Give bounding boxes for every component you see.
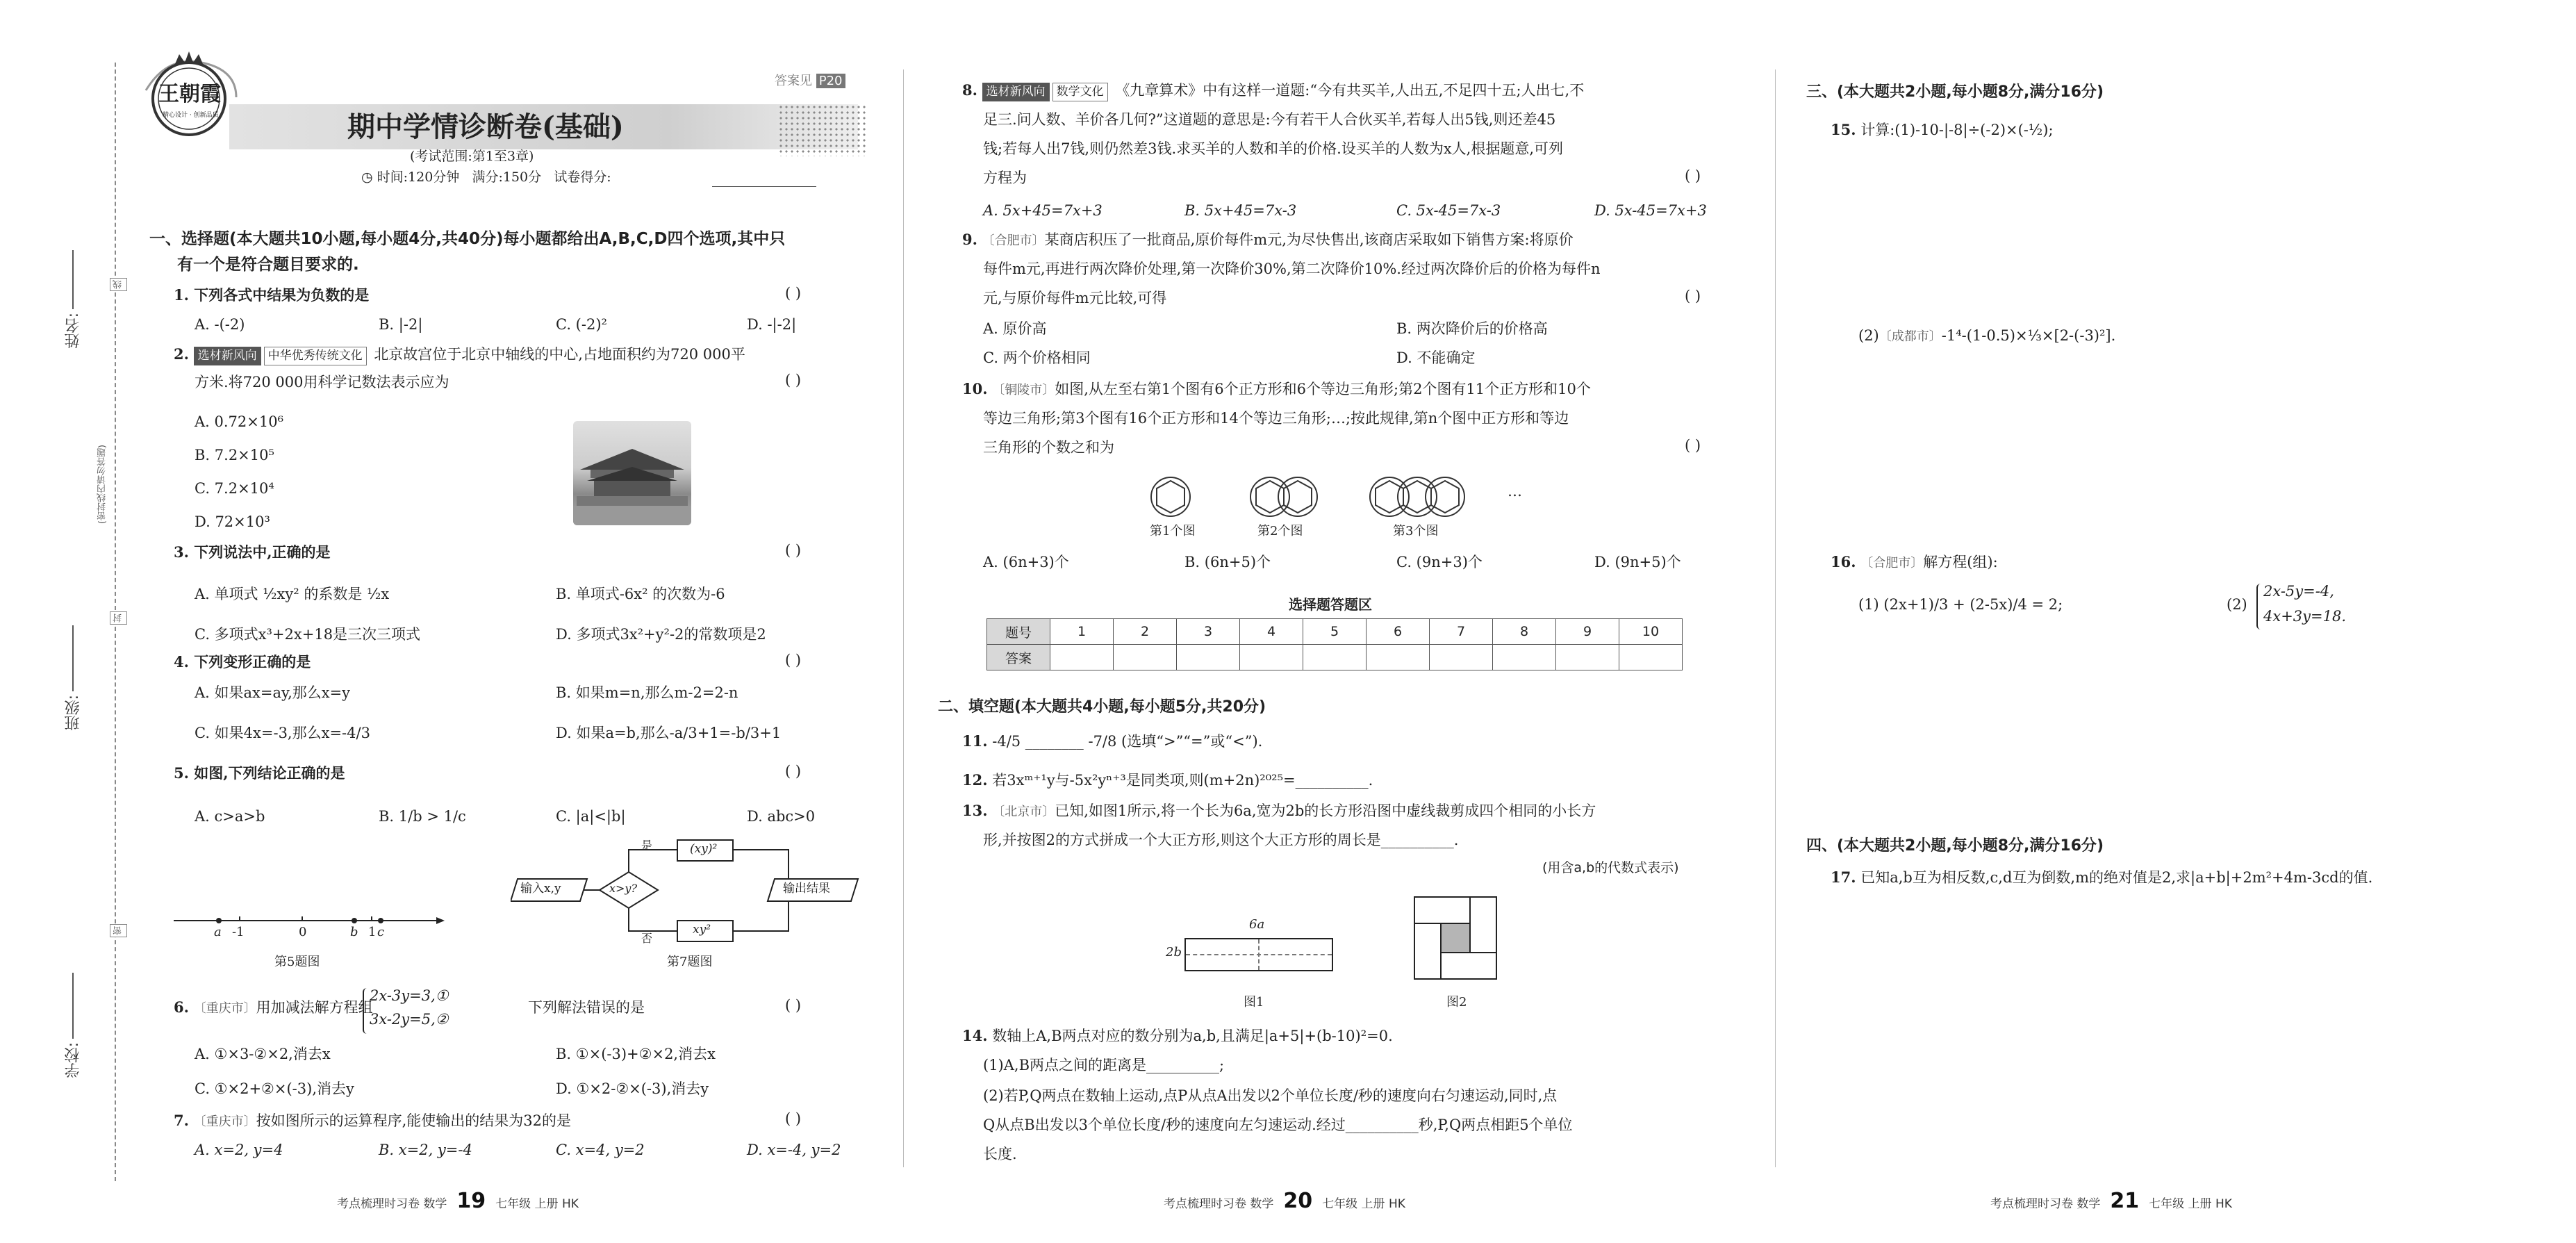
q8-line1 (962, 80, 1584, 101)
q15-part-2-text: -1⁴-(1-0.5)×⅓×[2-(-3)²]. (1941, 327, 2116, 344)
q9-option-c: C. 两个价格相同 (983, 349, 1091, 366)
answer-table-number: 4 (1240, 619, 1303, 645)
exam-time: 时间:120分钟 (377, 170, 460, 185)
q8-option-d: D. 5x-45=7x+3 (1594, 202, 1707, 219)
q8-answer-paren: ( ) (1685, 167, 1701, 184)
name-label: 姓名: (65, 313, 82, 349)
name-underline (72, 250, 74, 309)
q7-line (174, 1110, 571, 1131)
q17-stem: 17. (1831, 869, 1856, 886)
q5-axis-c: c (377, 925, 385, 939)
q1-answer-paren: ( ) (785, 285, 802, 302)
q2-option-b: B. 7.2×10⁵ (195, 447, 274, 463)
q9-option-b: B. 两次降价后的价格高 (1396, 320, 1548, 337)
q10-option-b: B. (6n+5)个 (1184, 554, 1271, 570)
q6-option-b: B. ①×(-3)+②×2,消去x (556, 1046, 716, 1062)
q5-option-c: C. |a|<|b| (556, 808, 626, 825)
q6-text: 用加减法解方程组 (256, 999, 373, 1016)
seal-mark-1: 线 (110, 278, 127, 291)
answer-cell[interactable] (1493, 645, 1556, 670)
q7-no-label: 否 (641, 932, 653, 945)
q5-number-line (174, 907, 445, 948)
q14-stem: 14. (962, 1027, 988, 1044)
q6-equation-1: 2x-3y=3,① (370, 987, 449, 1004)
q6-option-a: A. ①×3-②×2,消去x (195, 1046, 331, 1062)
footer-middle-tail: 七年级 上册 HK (1322, 1197, 1405, 1211)
section1-heading: 一、选择题(本大题共10小题,每小题4分,共40分)每小题都给出A,B,C,D四个选项,其中只 (149, 230, 786, 248)
q10-stem: 10. (962, 380, 988, 397)
exam-info (361, 168, 611, 188)
q6-line (174, 997, 373, 1018)
q2-option-c: C. 7.2×10⁴ (195, 480, 274, 497)
q13-figure-2 (1414, 896, 1497, 980)
footer-left-label: 考点梳理时习卷 数学 (337, 1197, 447, 1211)
q6-brace (363, 988, 368, 1034)
q7-condition: x>y? (609, 882, 638, 895)
answer-table (986, 618, 1683, 670)
q1-option-c: C. (-2)² (556, 316, 607, 333)
q2-stem: 2. (174, 345, 189, 363)
q14-part-2-end: 长度. (983, 1146, 1017, 1162)
footer-right-label: 考点梳理时习卷 数学 (1990, 1197, 2101, 1211)
q10-ellipsis: … (1508, 483, 1522, 500)
q10-option-c: C. (9n+3)个 (1396, 554, 1483, 570)
seal-notice: (密封线内请勿答题) (97, 445, 108, 525)
q7-input-box: 输入x,y (520, 882, 561, 896)
q10-line1 (962, 379, 1591, 400)
answer-ref (775, 72, 845, 90)
q5-axis-1: 1 (368, 925, 377, 939)
q9-text-2: 每件m元,再进行两次降价处理,第一次降价30%,第二次降价10%.经过两次降价后的价格为每件n (983, 261, 1601, 277)
q3-option-c: C. 多项式x³+2x+18是三次三项式 (195, 626, 421, 643)
q15-part-2 (1858, 325, 2115, 346)
q8-text-4: 方程为 (983, 170, 1027, 186)
q16-part-1: (1) (2x+1)/3 + (2-5x)/4 = 2; (1858, 596, 2063, 613)
q5-axis-b: b (350, 925, 358, 939)
q13-label-2b: 2b (1166, 945, 1182, 960)
q3-answer-paren: ( ) (785, 542, 802, 559)
q14-part-2-cont: Q从点B出发以3个单位长度/秒的速度向左匀速运动.经过__________秒,P,Q两点相距5个单位 (983, 1117, 1573, 1133)
footer-left-page-number: 19 (456, 1189, 486, 1213)
footer-left (337, 1189, 579, 1213)
q8-option-b: B. 5x+45=7x-3 (1184, 202, 1297, 219)
school-underline (72, 973, 74, 1039)
footer-right-page-number: 21 (2110, 1189, 2140, 1213)
answer-cell[interactable] (1177, 645, 1240, 670)
q6-city: 〔重庆市〕 (193, 1001, 256, 1016)
q13-label-6a: 6a (1249, 917, 1265, 932)
q2-answer-paren: ( ) (785, 372, 802, 388)
answer-table-number: 7 (1430, 619, 1493, 645)
seal-mark-2: 封 (110, 611, 127, 625)
answer-table-answer-row (987, 645, 1683, 670)
q2-option-a: A. 0.72×10⁶ (195, 413, 284, 430)
q1-option-d: D. -|-2| (747, 316, 797, 333)
q3-stem: 3. 下列说法中,正确的是 (174, 543, 331, 561)
footer-right (1990, 1189, 2232, 1213)
answer-cell[interactable] (1367, 645, 1430, 670)
q5-figure-caption: 第5题图 (274, 955, 320, 969)
q10-city: 〔铜陵市〕 (992, 383, 1055, 397)
score-underline (712, 186, 816, 187)
class-underline (72, 625, 74, 691)
exam-scope: (考试范围:第1至3章) (410, 149, 534, 164)
q12-line (962, 770, 1373, 791)
q11-line (962, 731, 1262, 752)
answer-table-number: 10 (1619, 619, 1683, 645)
q7-top-box: (xy)² (690, 842, 718, 856)
footer-middle-label: 考点梳理时习卷 数学 (1164, 1197, 1274, 1211)
q5-answer-paren: ( ) (785, 763, 802, 780)
class-label: 班级: (65, 695, 82, 731)
answer-table-number: 8 (1493, 619, 1556, 645)
footer-middle (1164, 1189, 1405, 1213)
answer-ref-page: P20 (816, 74, 845, 88)
q15-stem: 15. (1831, 121, 1856, 138)
q16-equation-2: 4x+3y=18. (2263, 608, 2347, 625)
q5-option-a: A. c>a>b (195, 808, 265, 825)
q16-equation-1: 2x-5y=-4, (2263, 583, 2334, 600)
answer-table-number: 6 (1367, 619, 1430, 645)
q9-option-d: D. 不能确定 (1396, 349, 1476, 366)
q11-stem: 11. (962, 732, 988, 750)
section2-heading: 二、填空题(本大题共4小题,每小题5分,共20分) (938, 698, 1266, 716)
q4-option-b: B. 如果m=n,那么m-2=2-n (556, 684, 738, 701)
q7-bottom-box: xy² (693, 923, 711, 937)
q8-text-3: 钱;若每人出7钱,则仍然差3钱.求买羊的人数和羊的价格.设买羊的人数为x人,根据题意,可列 (983, 140, 1564, 157)
column-divider-2 (1775, 69, 1776, 1167)
q14-text: 数轴上A,B两点对应的数分别为a,b,且满足|a+5|+(b-10)²=0. (992, 1028, 1393, 1044)
q9-line1 (962, 229, 1574, 250)
q7-option-c: C. x=4, y=2 (556, 1142, 645, 1158)
q9-answer-paren: ( ) (1685, 288, 1701, 304)
q1-option-a: A. -(-2) (195, 316, 245, 333)
q10-text-3: 三角形的个数之和为 (983, 439, 1114, 456)
q4-option-c: C. 如果4x=-3,那么x=-4/3 (195, 725, 370, 741)
q1-option-b: B. |-2| (379, 316, 423, 333)
answer-table-answer-label: 答案 (987, 645, 1050, 670)
q15-part-2-label: (2) (1858, 327, 1879, 344)
q7-city: 〔重庆市〕 (193, 1114, 256, 1129)
section3-heading: 三、(本大题共2小题,每小题8分,满分16分) (1806, 83, 2104, 101)
q6-answer-paren: ( ) (785, 997, 802, 1014)
q10-figure-1-caption: 第1个图 (1150, 524, 1196, 538)
q10-option-a: A. (6n+3)个 (983, 554, 1069, 570)
forbidden-city-photo (573, 421, 691, 525)
q2-tag-culture: 中华优秀传统文化 (264, 347, 367, 365)
q5-axis-0: 0 (299, 925, 307, 939)
q17-text: 已知a,b互为相反数,c,d互为倒数,m的绝对值是2,求|a+b|+2m²+4m-3cd的值. (1860, 869, 2373, 886)
q13-figure-1-caption: 图1 (1244, 995, 1264, 1010)
q7-output-box: 输出结果 (783, 882, 830, 896)
answer-table-number-row (987, 619, 1683, 645)
q7-answer-paren: ( ) (785, 1110, 802, 1127)
q3-option-b: B. 单项式-6x² 的次数为-6 (556, 586, 725, 602)
q13-figure-1 (1184, 938, 1333, 971)
q4-stem: 4. 下列变形正确的是 (174, 653, 311, 670)
q16-line1 (1831, 552, 1998, 573)
answer-table-number: 9 (1556, 619, 1619, 645)
q9-option-a: A. 原价高 (983, 320, 1047, 337)
q7-yes-label: 是 (641, 839, 653, 852)
q16-stem: 16. (1831, 553, 1856, 570)
q8-option-c: C. 5x-45=7x-3 (1396, 202, 1501, 219)
q4-answer-paren: ( ) (785, 652, 802, 668)
q1-stem: 1. 下列各式中结果为负数的是 (174, 286, 370, 304)
q14-part-1: (1)A,B两点之间的距离是__________; (983, 1057, 1225, 1073)
q13-text-2: 形,并按图2的方式拼成一个大正方形,则这个大正方形的周长是__________. (983, 832, 1459, 848)
clock-icon: ◷ (361, 170, 373, 185)
q10-figure-3-caption: 第3个图 (1393, 524, 1439, 538)
q4-option-d: D. 如果a=b,那么-a/3+1=-b/3+1 (556, 725, 782, 741)
q4-option-a: A. 如果ax=ay,那么x=y (195, 684, 351, 701)
answer-table-number: 1 (1050, 619, 1114, 645)
q3-option-d: D. 多项式3x²+y²-2的常数项是2 (556, 626, 766, 643)
q6-option-c: C. ①×2+②×(-3),消去y (195, 1080, 354, 1097)
q7-stem: 7. (174, 1112, 189, 1129)
logo-subtext: 精心设计 · 创新品质 (163, 112, 219, 119)
q7-figure-caption: 第7题图 (667, 955, 713, 969)
q2-tag-trend: 选材新风向 (194, 347, 261, 365)
q8-tag-culture: 数学文化 (1052, 83, 1108, 101)
q8-stem: 8. (962, 81, 977, 99)
q8-option-a: A. 5x+45=7x+3 (983, 202, 1103, 219)
q10-pattern-figures (1146, 472, 1535, 521)
footer-left-tail: 七年级 上册 HK (495, 1197, 579, 1211)
q7-option-d: D. x=-4, y=2 (747, 1142, 841, 1158)
q16-brace (2256, 584, 2261, 629)
q17-line (1831, 867, 2372, 888)
exam-full-score: 满分:150分 (472, 170, 542, 185)
q9-text: 某商店积压了一批商品,原价每件m元,为尽快售出,该商店采取如下销售方案:将原价 (1044, 231, 1574, 248)
q7-flowchart (511, 837, 872, 948)
q10-text-2: 等边三角形;第3个图有16个正方形和14个等边三角形;…;按此规律,第n个图中正方形和等边 (983, 410, 1569, 427)
answer-table-number: 2 (1114, 619, 1177, 645)
q10-figure-2-caption: 第2个图 (1257, 524, 1303, 538)
q7-option-b: B. x=2, y=-4 (379, 1142, 472, 1158)
q9-text-3: 元,与原价每件m元比较,可得 (983, 290, 1167, 306)
q13-text: 已知,如图1所示,将一个长为6a,宽为2b的长方形沿图中虚线裁剪成四个相同的小长方 (1055, 802, 1596, 819)
answer-cell[interactable] (1114, 645, 1177, 670)
title-banner-pattern (778, 104, 868, 156)
q2-option-d: D. 72×10³ (195, 513, 270, 530)
q2-text: 北京故宫位于北京中轴线的中心,占地面积约为720 000平 (374, 346, 745, 363)
q10-answer-paren: ( ) (1685, 437, 1701, 454)
footer-right-tail: 七年级 上册 HK (2149, 1197, 2232, 1211)
q15-part-2-city: 〔成都市〕 (1879, 329, 1942, 344)
q8-tag-trend: 选材新风向 (982, 83, 1050, 101)
answer-table-number: 3 (1177, 619, 1240, 645)
q5-axis-neg1: -1 (232, 925, 245, 939)
q13-line1 (962, 800, 1596, 821)
q12-stem: 12. (962, 771, 988, 789)
answer-table-number: 5 (1303, 619, 1367, 645)
q7-text: 按如图所示的运算程序,能使输出的结果为32的是 (256, 1112, 572, 1129)
q16-part-2-label: (2) (2227, 596, 2247, 613)
q2-text-cont: 方米.将720 000用科学记数法表示应为 (195, 374, 449, 390)
footer-middle-page-number: 20 (1283, 1189, 1313, 1213)
q11-text: -4/5 ________ -7/8 (选填“>”“=”或“<”). (992, 733, 1263, 750)
logo-text: 王朝霞 (158, 82, 221, 106)
q16-text: 解方程(组): (1923, 554, 1998, 570)
section4-heading: 四、(本大题共2小题,每小题8分,满分16分) (1806, 837, 2104, 855)
q14-line1 (962, 1026, 1393, 1046)
q6-equation-2: 3x-2y=5,② (370, 1011, 449, 1028)
q5-axis-a: a (214, 925, 222, 939)
q13-city: 〔北京市〕 (992, 805, 1055, 819)
score-label: 试卷得分: (554, 170, 611, 185)
q6-stem: 6. (174, 998, 189, 1016)
answer-cell[interactable] (1619, 645, 1683, 670)
answer-cell[interactable] (1430, 645, 1493, 670)
q2-line1 (174, 344, 745, 365)
q13-note: (用含a,b的代数式表示) (1542, 860, 1679, 875)
answer-cell[interactable] (1556, 645, 1619, 670)
answer-cell[interactable] (1303, 645, 1367, 670)
answer-table-number-label: 题号 (987, 619, 1050, 645)
q9-city: 〔合肥市〕 (982, 233, 1045, 248)
q15-part-1-text: 计算:(1)-10-|-8|÷(-2)×(-½); (1860, 122, 2054, 138)
q5-option-b: B. 1/b > 1/c (379, 808, 466, 825)
q7-option-a: A. x=2, y=4 (195, 1142, 283, 1158)
column-divider-1 (903, 69, 904, 1167)
q12-text: 若3xᵐ⁺¹y与-5x²yⁿ⁺³是同类项,则(m+2n)²⁰²⁵=__________. (992, 772, 1373, 789)
q10-text: 如图,从左至右第1个图有6个正方形和6个等边三角形;第2个图有11个正方形和10个 (1055, 381, 1591, 397)
q3-option-a: A. 单项式 ½xy² 的系数是 ½x (195, 586, 390, 602)
q8-text-2: 足三.问人数、羊价各几何?”这道题的意思是:今有若干人合伙买羊,若每人出5钱,则还差45 (983, 111, 1556, 128)
q6-option-d: D. ①×2-②×(-3),消去y (556, 1080, 709, 1097)
q16-city: 〔合肥市〕 (1860, 556, 1924, 570)
logo (139, 49, 240, 139)
q8-text: 《九章算术》中有这样一道题:“今有共买羊,人出五,不足四十五;人出七,不 (1115, 82, 1585, 99)
q14-part-2: (2)若P,Q两点在数轴上运动,点P从点A出发以2个单位长度/秒的速度向右匀速运动,同时,点 (983, 1087, 1558, 1104)
q10-option-d: D. (9n+5)个 (1594, 554, 1681, 570)
seal-mark-3: 密 (110, 924, 127, 937)
answer-cell[interactable] (1050, 645, 1114, 670)
section1-heading-cont: 有一个是符合题目要求的. (177, 256, 359, 274)
q5-option-d: D. abc>0 (747, 808, 816, 825)
answer-cell[interactable] (1240, 645, 1303, 670)
q5-stem: 5. 如图,下列结论正确的是 (174, 764, 345, 782)
q9-stem: 9. (962, 231, 977, 248)
q13-stem: 13. (962, 802, 988, 819)
q6-text-tail: 下列解法错误的是 (528, 999, 645, 1016)
q15-part-1 (1831, 120, 2054, 140)
q13-figure-1-vertical-cut (1258, 939, 1260, 970)
q13-figure-2-caption: 图2 (1446, 995, 1467, 1010)
school-label: 学校: (65, 1042, 82, 1078)
answer-ref-label: 答案见 (775, 74, 812, 88)
page-title: 期中学情诊断卷(基础) (347, 110, 624, 143)
answer-table-title: 选择题答题区 (1289, 596, 1372, 613)
